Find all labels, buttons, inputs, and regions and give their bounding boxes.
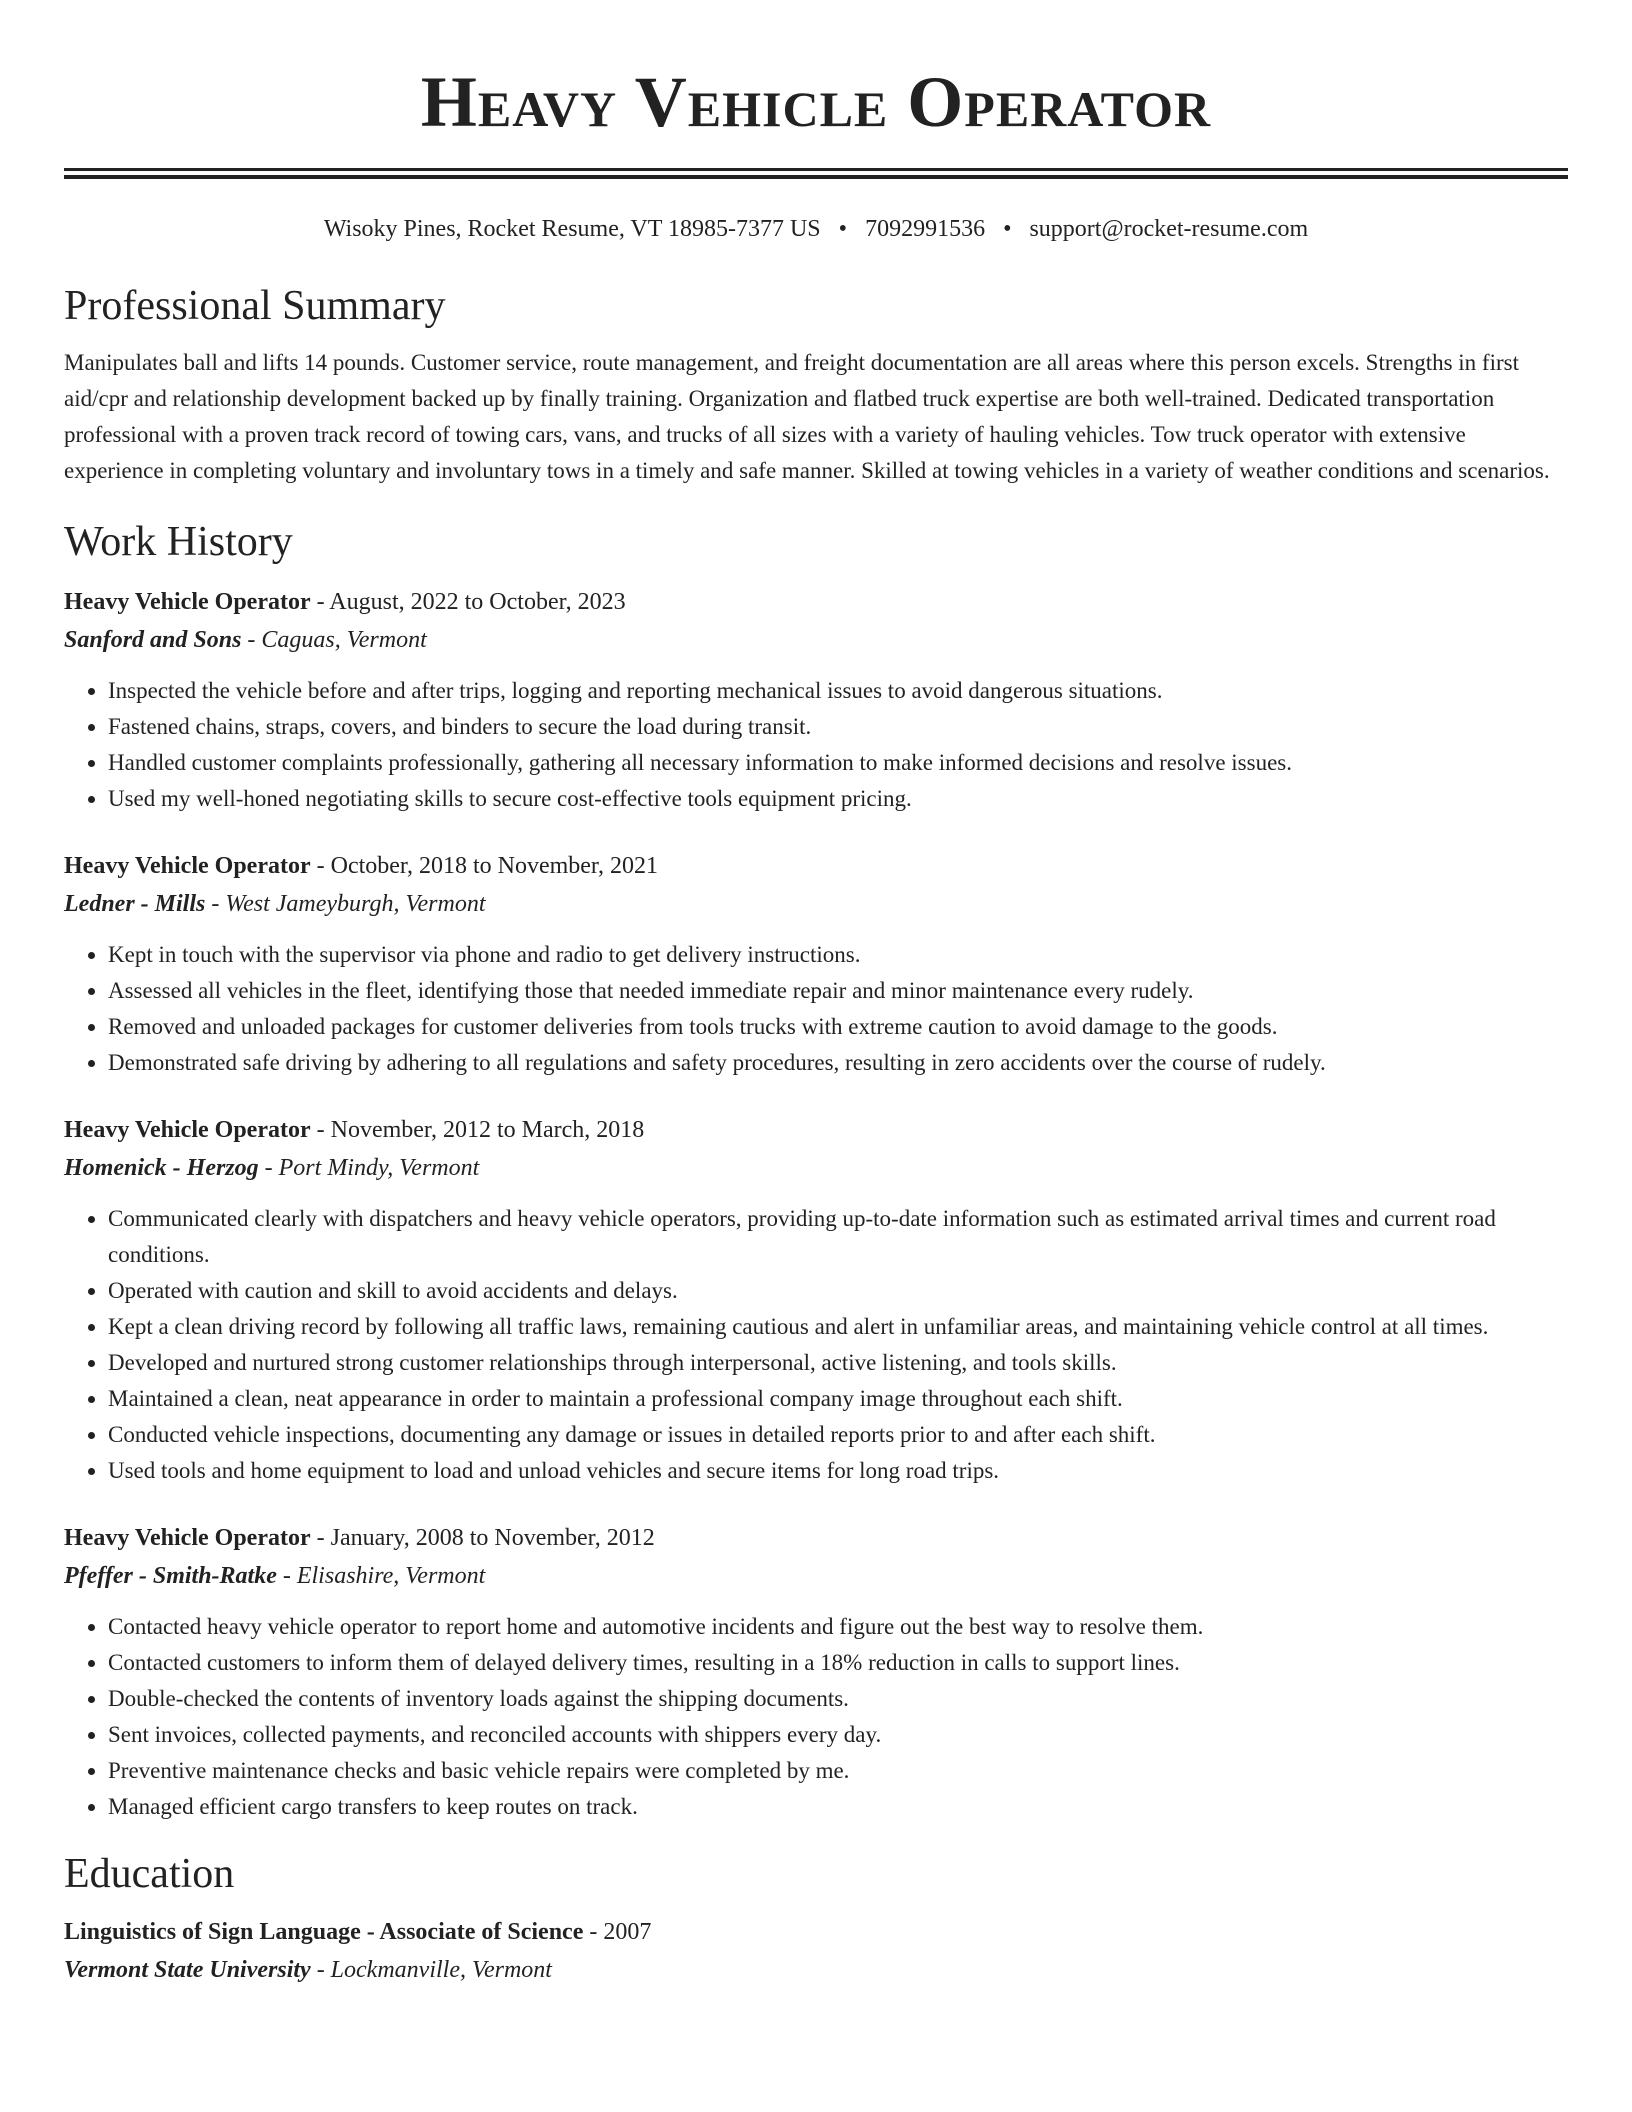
job-heading <box>64 1519 1568 1557</box>
job-bullet: • Assessed all vehicles in the fleet, identifying those that needed immediate repair and minor maintenance every rudely. <box>108 973 1568 1009</box>
job-bullet: • Removed and unloaded packages for customer deliveries from tools trucks with extreme caution to avoid damage to the goods. <box>108 1009 1568 1045</box>
job-bullet-list <box>64 1201 1568 1489</box>
contact-phone: 7092991536 <box>865 216 986 242</box>
job-bullet: • Contacted customers to inform them of delayed delivery times, resulting in a 18% reduction in calls to support lines. <box>108 1645 1568 1681</box>
header-double-rule <box>64 168 1568 179</box>
education-location: - Lockmanville, Vermont <box>310 1957 552 1983</box>
job-heading <box>64 847 1568 885</box>
job-bullet: • Developed and nurtured strong customer relationships through interpersonal, active listening, and tools skills. <box>108 1345 1568 1381</box>
job-bullet: • Preventive maintenance checks and basic vehicle repairs were completed by me. <box>108 1753 1568 1789</box>
job-dates: - October, 2018 to November, 2021 <box>310 853 658 879</box>
section-title-education: Education <box>64 1851 235 1897</box>
job-role: Heavy Vehicle Operator <box>64 853 311 879</box>
job-bullet-list <box>64 1609 1568 1825</box>
job-bullet: • Demonstrated safe driving by adhering to all regulations and safety procedures, resulting in zero accidents over the course of rudely. <box>108 1045 1568 1081</box>
job-bullet: • Conducted vehicle inspections, documenting any damage or issues in detailed reports prior to and after each shift. <box>108 1417 1568 1453</box>
job-heading <box>64 1111 1568 1149</box>
job-dates: - January, 2008 to November, 2012 <box>310 1525 655 1551</box>
job-bullet: • Contacted heavy vehicle operator to report home and automotive incidents and figure out the best way to resolve them. <box>108 1609 1568 1645</box>
education-heading <box>64 1913 1568 1951</box>
job-entry <box>64 847 1568 1081</box>
job-location: - Caguas, Vermont <box>241 627 427 653</box>
candidate-name: Heavy Vehicle Operator <box>420 62 1212 142</box>
job-bullet-list <box>64 673 1568 817</box>
job-bullet: • Fastened chains, straps, covers, and binders to secure the load during transit. <box>108 709 1568 745</box>
job-company-line <box>64 1557 1568 1595</box>
summary-text: Manipulates ball and lifts 14 pounds. Customer service, route management, and freight documentation are all areas where this person excels. Strengths in first aid/cpr and relationship development backed up by finally training. Organization and flatbed truck expertise are both well-trained. Dedicated transportation professional with a proven track record of towing cars, vans, and trucks of all sizes with a variety of hauling vehicles. Tow truck operator with extensive experience in completing voluntary and involuntary tows in a timely and safe manner. Skilled at towing vehicles in a variety of weather conditions and scenarios. <box>64 350 1550 483</box>
job-company: Pfeffer - Smith-Ratke <box>64 1563 277 1589</box>
education-school: Vermont State University <box>64 1957 311 1983</box>
job-bullet: • Used my well-honed negotiating skills to secure cost-effective tools equipment pricing. <box>108 781 1568 817</box>
job-location: - Elisashire, Vermont <box>276 1563 486 1589</box>
job-company: Homenick - Herzog <box>64 1155 259 1181</box>
section-title-summary: Professional Summary <box>64 283 446 329</box>
job-company-line <box>64 1149 1568 1187</box>
job-bullet: • Maintained a clean, neat appearance in order to maintain a professional company image throughout each shift. <box>108 1381 1568 1417</box>
education-entry <box>64 1913 1568 1989</box>
contact-address: Wisoky Pines, Rocket Resume, VT 18985-7377 US <box>323 216 821 242</box>
job-bullet: • Sent invoices, collected payments, and reconciled accounts with shippers every day. <box>108 1717 1568 1753</box>
job-bullet: • Kept a clean driving record by following all traffic laws, remaining cautious and alert in unfamiliar areas, and maintaining vehicle control at all times. <box>108 1309 1568 1345</box>
contact-line <box>64 213 1568 245</box>
job-location: - West Jameyburgh, Vermont <box>205 891 486 917</box>
job-company-line <box>64 885 1568 923</box>
job-location: - Port Mindy, Vermont <box>258 1155 480 1181</box>
job-bullet-list <box>64 937 1568 1081</box>
job-dates: - November, 2012 to March, 2018 <box>310 1117 645 1143</box>
job-company: Ledner - Mills <box>64 891 206 917</box>
education-year: - 2007 <box>583 1919 652 1945</box>
job-entry <box>64 1111 1568 1489</box>
job-heading <box>64 583 1568 621</box>
job-company: Sanford and Sons <box>64 627 242 653</box>
section-title-work-history: Work History <box>64 519 293 565</box>
contact-separator: • <box>1003 216 1012 242</box>
job-bullet: • Operated with caution and skill to avoid accidents and delays. <box>108 1273 1568 1309</box>
contact-email: support@rocket-resume.com <box>1029 216 1309 242</box>
job-entry <box>64 1519 1568 1825</box>
job-company-line <box>64 621 1568 659</box>
job-dates: - August, 2022 to October, 2023 <box>310 589 626 615</box>
job-bullet: • Managed efficient cargo transfers to keep routes on track. <box>108 1789 1568 1825</box>
contact-separator: • <box>838 216 848 242</box>
job-bullet: • Kept in touch with the supervisor via phone and radio to get delivery instructions. <box>108 937 1568 973</box>
education-degree: Linguistics of Sign Language - Associate of Science <box>64 1919 584 1945</box>
job-role: Heavy Vehicle Operator <box>64 1525 311 1551</box>
job-bullet: • Double-checked the contents of inventory loads against the shipping documents. <box>108 1681 1568 1717</box>
job-entry <box>64 583 1568 817</box>
job-role: Heavy Vehicle Operator <box>64 1117 311 1143</box>
job-bullet: • Communicated clearly with dispatchers and heavy vehicle operators, providing up-to-date information such as estimated arrival times and current road conditions. <box>108 1201 1568 1273</box>
job-role: Heavy Vehicle Operator <box>64 589 311 615</box>
job-bullet: • Handled customer complaints professionally, gathering all necessary information to make informed decisions and resolve issues. <box>108 745 1568 781</box>
job-bullet: • Used tools and home equipment to load and unload vehicles and secure items for long road trips. <box>108 1453 1568 1489</box>
education-school-line <box>64 1951 1568 1989</box>
job-bullet: • Inspected the vehicle before and after trips, logging and reporting mechanical issues to avoid dangerous situations. <box>108 673 1568 709</box>
